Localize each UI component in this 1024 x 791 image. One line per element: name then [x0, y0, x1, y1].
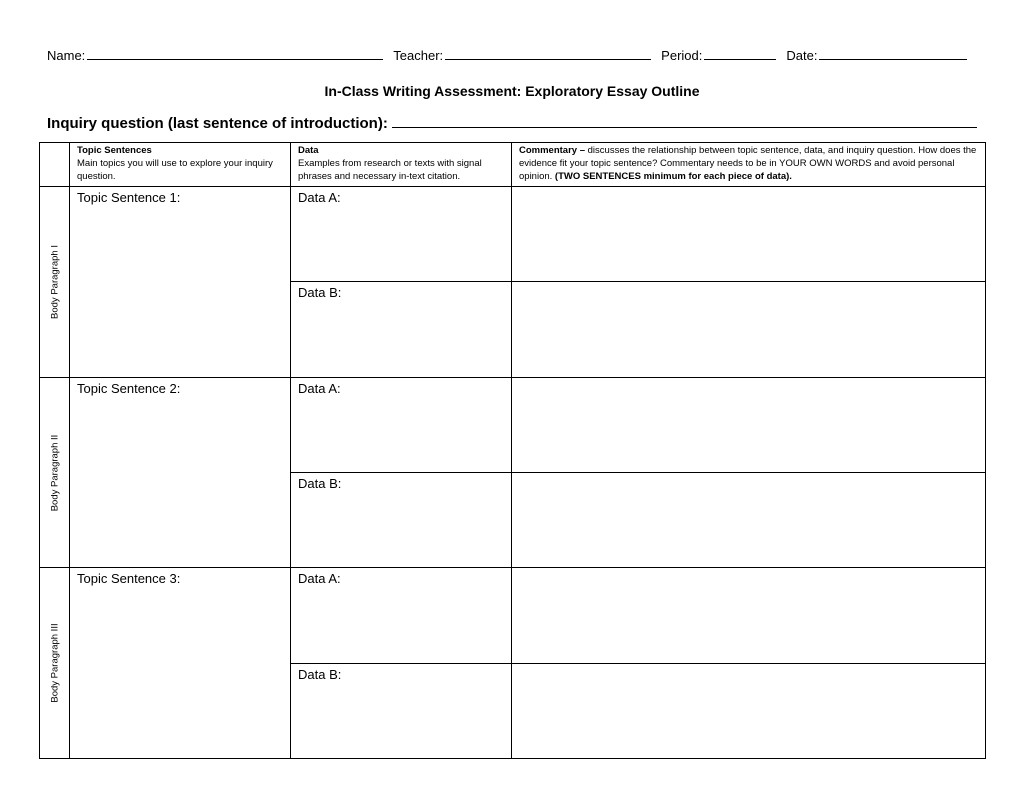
topic-label: Topic Sentence 3: — [77, 571, 181, 587]
side-label-cell — [40, 377, 70, 568]
data-b-label: Data B: — [298, 285, 342, 301]
topic-header-cell — [70, 143, 291, 187]
commentary-cell[interactable] — [512, 663, 986, 758]
topic-label: Topic Sentence 1: — [77, 190, 181, 206]
data-a-label: Data A: — [298, 380, 341, 396]
table-row — [40, 187, 986, 282]
date-blank[interactable] — [819, 46, 967, 60]
data-b-cell[interactable] — [291, 282, 512, 377]
topic-cell[interactable] — [70, 568, 291, 759]
data-b-cell[interactable] — [291, 663, 512, 758]
date-label: Date: — [786, 48, 818, 63]
data-header-cell — [291, 143, 512, 187]
teacher-blank[interactable] — [445, 46, 651, 60]
corner-cell — [40, 143, 70, 187]
name-label: Name: — [47, 48, 86, 63]
topic-heading: Topic Sentences — [77, 145, 152, 156]
side-label-cell — [40, 187, 70, 378]
data-b-cell[interactable] — [291, 473, 512, 568]
topic-label: Topic Sentence 2: — [77, 380, 181, 396]
name-blank[interactable] — [87, 46, 383, 60]
commentary-cell[interactable] — [512, 568, 986, 663]
data-a-label: Data A: — [298, 571, 341, 587]
topic-cell[interactable] — [70, 187, 291, 378]
period-blank[interactable] — [704, 46, 776, 60]
table-row — [40, 377, 986, 472]
data-a-label: Data A: — [298, 190, 341, 206]
outline-table — [39, 142, 986, 759]
inquiry-label: Inquiry question (last sentence of introduction): — [47, 115, 388, 132]
commentary-heading: Commentary – — [519, 145, 585, 156]
header-fields — [47, 46, 977, 63]
data-b-label: Data B: — [298, 476, 342, 492]
data-b-label: Data B: — [298, 666, 342, 682]
table-row — [40, 568, 986, 663]
side-label-cell — [40, 568, 70, 759]
teacher-label: Teacher: — [393, 48, 444, 63]
table-header-row — [40, 143, 986, 187]
commentary-cell[interactable] — [512, 187, 986, 282]
side-label: Body Paragraph III — [49, 623, 60, 703]
data-a-cell[interactable] — [291, 568, 512, 663]
inquiry-blank[interactable] — [392, 113, 977, 128]
period-label: Period: — [661, 48, 703, 63]
side-label: Body Paragraph II — [49, 434, 60, 511]
side-label: Body Paragraph I — [49, 244, 60, 319]
commentary-cell[interactable] — [512, 282, 986, 377]
page-title: In-Class Writing Assessment: Exploratory Essay Outline — [324, 83, 700, 99]
inquiry-question — [47, 113, 977, 132]
commentary-emphasis: (TWO SENTENCES minimum for each piece of data). — [554, 171, 792, 182]
data-description: Examples from research or texts with signal phrases and necessary in-text citation. — [298, 158, 482, 182]
topic-cell[interactable] — [70, 377, 291, 568]
commentary-cell[interactable] — [512, 473, 986, 568]
data-heading: Data — [298, 145, 319, 156]
topic-description: Main topics you will use to explore your inquiry question. — [77, 158, 273, 182]
commentary-description: discusses the relationship between topic sentence, data, and inquiry question. How does the evidence fit your topic sentence? Commentary needs to be in YOUR OWN WORDS and avoid personal opinion. — [519, 145, 977, 182]
commentary-header-cell — [512, 143, 986, 187]
data-a-cell[interactable] — [291, 377, 512, 472]
commentary-cell[interactable] — [512, 377, 986, 472]
data-a-cell[interactable] — [291, 187, 512, 282]
